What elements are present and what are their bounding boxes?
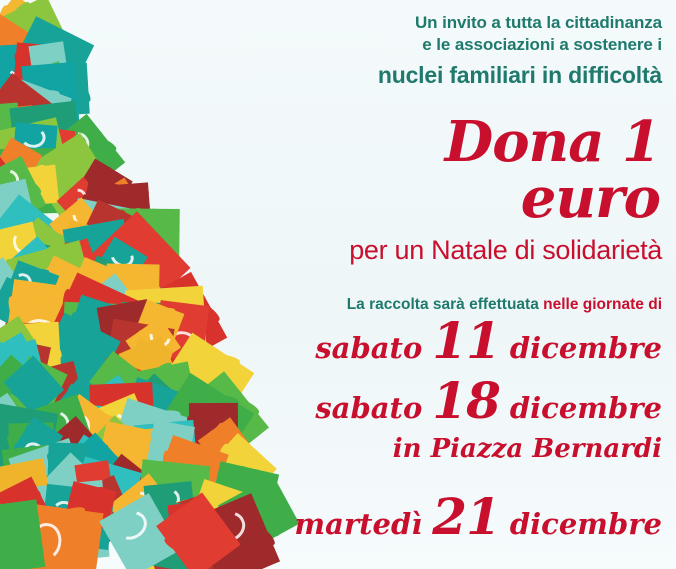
date-1-day: 11: [432, 310, 500, 370]
date-2-day: 18: [432, 370, 500, 430]
date-3-weekday: martedì: [294, 506, 423, 541]
date-row-2: [290, 370, 662, 430]
date-row-1: [290, 310, 662, 370]
date-3-month: dicembre: [509, 506, 662, 541]
collection-note-prefix: La raccolta sarà effettuata: [346, 295, 544, 313]
headline: Dona 1 euro: [444, 109, 660, 232]
intro-text: [290, 12, 662, 90]
intro-line-1: Un invito a tutta la cittadinanza: [414, 13, 662, 32]
poster-content: [290, 0, 676, 569]
subheadline: per un Natale di solidarietà: [349, 235, 662, 266]
date-3-day: 21: [432, 486, 500, 546]
date-row-3: [290, 486, 662, 546]
date-1-weekday: sabato: [315, 330, 423, 365]
date-1-month: dicembre: [509, 330, 662, 365]
place-text: in Piazza Bernardi: [392, 433, 662, 464]
intro-line-2: e le associazioni a sostenere i: [422, 35, 662, 55]
handprint-tree-artwork: [0, 0, 330, 569]
intro-line-3: nuclei familiari in difficoltà: [377, 61, 662, 88]
collection-note-highlight: nelle giornate di: [543, 295, 662, 313]
date-2-weekday: sabato: [315, 390, 423, 425]
date-2-month: dicembre: [509, 390, 662, 425]
